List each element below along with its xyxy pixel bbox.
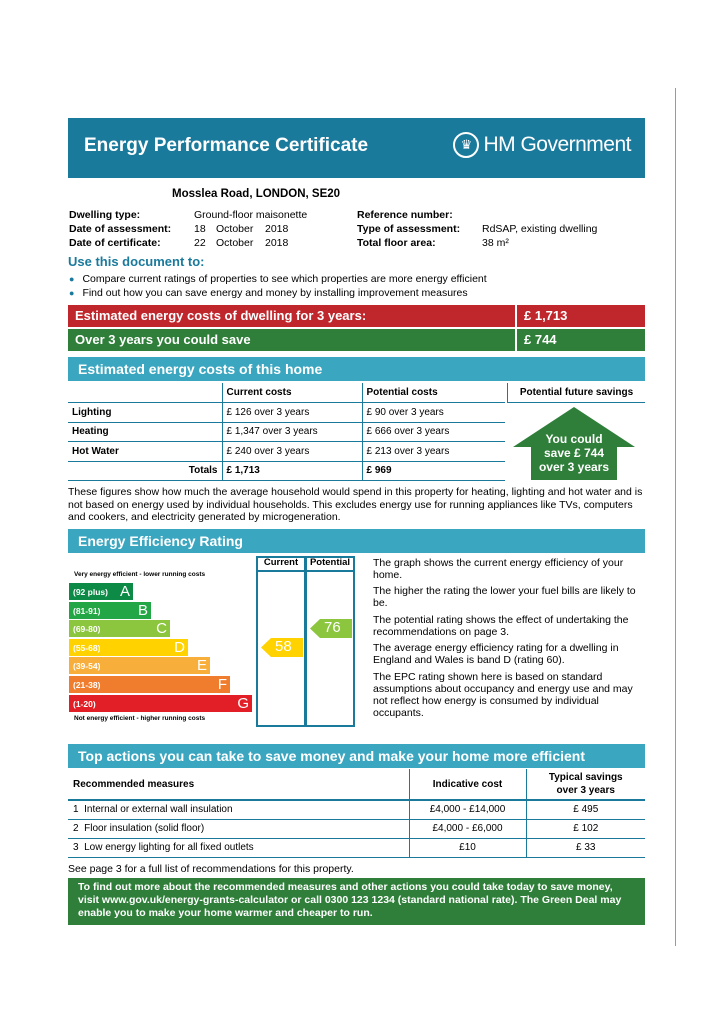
potential-cost-cell: £ 90 over 3 years	[362, 403, 505, 423]
use-bullet-2	[69, 287, 468, 299]
energy-costs-table	[68, 383, 505, 481]
cost-cell: £4,000 - £6,000	[409, 819, 526, 838]
measure-number: 2	[73, 823, 79, 834]
assessment-type-value: RdSAP, existing dwelling	[482, 223, 598, 235]
recommendations-table	[68, 769, 645, 858]
band-range: (81-91)	[73, 605, 101, 616]
government-name: HM Government	[483, 133, 631, 156]
row-label: Heating	[68, 422, 222, 442]
savings-header-line-1: Typical savings	[548, 772, 623, 783]
assessment-type-label: Type of assessment:	[357, 223, 461, 235]
current-column-header: Current	[263, 557, 299, 568]
costs-note: These figures show how much the average household would spend in this property for heating, lighting and hot water and is not based on energy used by individual households. This excludes energy use for running appliances like TVs, computers and cookers, and electricity generated by microgeneration.	[68, 486, 643, 523]
current-cost-cell: £ 1,347 over 3 years	[222, 422, 362, 442]
current-rating-value: 58	[275, 637, 292, 655]
savings-cell: £ 33	[526, 838, 645, 857]
certificate-day: 22	[194, 237, 206, 249]
rating-explanation-1: The graph shows the current energy efficiency of your home.	[373, 557, 624, 581]
measure-name: Internal or external wall insulation	[84, 804, 233, 816]
inefficient-caption: Not energy efficient - higher running costs	[74, 715, 206, 722]
table-header-row	[68, 383, 505, 403]
cost-cell: £10	[409, 838, 526, 857]
band-range: (21-38)	[73, 680, 101, 690]
assessment-date-label: Date of assessment:	[69, 223, 172, 235]
table-row	[68, 442, 505, 462]
bullet-icon: ●	[69, 288, 75, 298]
certificate-year: 2018	[265, 237, 289, 249]
table-row	[68, 838, 645, 857]
table-row	[68, 800, 645, 819]
reference-label: Reference number:	[357, 209, 453, 221]
use-bullet-text: Compare current ratings of properties to see which properties are more energy efficient	[82, 273, 487, 285]
rating-band-e	[69, 657, 210, 674]
current-rating-arrow	[261, 638, 303, 660]
savings-label: Over 3 years you could save	[68, 329, 515, 351]
use-document-heading: Use this document to:	[68, 254, 205, 269]
rating-band-f	[69, 676, 230, 693]
rating-explanation-5: The EPC rating shown here is based on standard assumptions about occupancy and energy use and may not reflect how energy is consumed by individual occupants.	[373, 671, 633, 719]
potential-costs-header: Potential costs	[362, 383, 505, 403]
band-range: (55-68)	[73, 642, 101, 653]
rating-band-a	[69, 583, 133, 600]
rating-explanation-2: The higher the rating the lower your fuel bills are likely to be.	[373, 585, 636, 609]
measure-cell	[68, 838, 409, 857]
savings-value: £ 744	[517, 329, 645, 351]
rating-band-g	[69, 695, 252, 712]
dwelling-type-value: Ground-floor maisonette	[194, 209, 308, 221]
rating-band-c	[69, 620, 170, 637]
arrow-line-2: save £ 744	[543, 446, 605, 460]
savings-cell: £ 495	[526, 800, 645, 819]
table-row	[68, 422, 505, 442]
costs-section-heading: Estimated energy costs of this home	[68, 357, 645, 381]
assessment-month: October	[216, 223, 254, 235]
certificate-month: October	[216, 237, 254, 249]
savings-cell: £ 102	[526, 819, 645, 838]
more-info-box: To find out more about the recommended measures and other actions you could take today to save money, visit www.gov.uk/energy-grants-calculator or call 0300 123 1234 (standard national rate). The Green Deal may enable you to make your home warmer and cheaper to run.	[68, 878, 645, 925]
measure-cell	[68, 819, 409, 838]
estimated-cost-value: £ 1,713	[517, 305, 645, 327]
rating-band-d	[69, 639, 188, 656]
cost-header: Indicative cost	[409, 769, 526, 800]
current-costs-header: Current costs	[222, 383, 362, 403]
table-row	[68, 403, 505, 423]
band-letter: D	[174, 638, 185, 656]
floor-area-value: 38 m²	[482, 237, 509, 249]
savings-header-line-2: over 3 years	[556, 785, 615, 796]
rating-explanation-4: The average energy efficiency rating for a dwelling in England and Wales is band D (rating 60).	[373, 642, 619, 666]
bullet-icon: ●	[69, 274, 75, 284]
estimated-cost-label: Estimated energy costs of dwelling for 3 years:	[68, 305, 515, 327]
total-potential-cost: £ 969	[362, 461, 505, 481]
potential-cost-cell: £ 666 over 3 years	[362, 422, 505, 442]
potential-column-header: Potential	[309, 557, 351, 568]
page-title: Energy Performance Certificate	[84, 135, 369, 156]
measure-name: Floor insulation (solid floor)	[84, 823, 205, 834]
certificate-header	[68, 118, 645, 178]
see-page-note: See page 3 for a full list of recommendations for this property.	[68, 863, 354, 875]
use-bullet-1	[69, 273, 487, 285]
rating-explanation-3: The potential rating shows the effect of undertaking the recommendations on page 3.	[373, 614, 629, 638]
table-header-empty	[68, 383, 222, 403]
potential-rating-column	[305, 556, 355, 727]
measure-number: 1	[73, 804, 79, 816]
property-address: Mosslea Road, LONDON, SE20	[172, 188, 341, 200]
band-letter: F	[217, 676, 227, 693]
band-letter: C	[156, 620, 167, 638]
measure-name: Low energy lighting for all fixed outlets	[84, 842, 254, 853]
assessment-year: 2018	[265, 223, 289, 235]
royal-crest-icon: ♛	[453, 132, 479, 158]
potential-rating-arrow	[310, 619, 352, 641]
row-label: Hot Water	[68, 442, 222, 462]
band-letter: A	[119, 583, 130, 600]
band-range: (92 plus)	[73, 587, 108, 597]
totals-row	[68, 461, 505, 481]
totals-label: Totals	[68, 461, 222, 481]
column-header-divider	[256, 570, 355, 572]
actions-section-heading: Top actions you can take to save money and make your home more efficient	[68, 744, 645, 768]
current-cost-cell: £ 240 over 3 years	[222, 442, 362, 462]
potential-cost-cell: £ 213 over 3 years	[362, 442, 505, 462]
table-header-row	[68, 769, 645, 800]
band-range: (69-80)	[73, 624, 101, 635]
band-range: (1-20)	[73, 698, 96, 709]
dwelling-type-label: Dwelling type:	[69, 209, 141, 221]
certificate-date-label: Date of certificate:	[69, 237, 161, 249]
floor-area-label: Total floor area:	[357, 237, 436, 249]
arrow-line-3: over 3 years	[538, 460, 610, 474]
measures-header: Recommended measures	[68, 769, 409, 800]
measure-number: 3	[73, 842, 79, 853]
arrow-line-1: You could	[545, 432, 603, 446]
savings-arrow-text	[513, 432, 635, 474]
row-label: Lighting	[68, 403, 222, 423]
cost-cell: £4,000 - £14,000	[409, 800, 526, 819]
efficient-caption: Very energy efficient - lower running costs	[74, 571, 206, 578]
band-letter: E	[196, 657, 207, 675]
use-bullet-text: Find out how you can save energy and money by installing improvement measures	[82, 287, 468, 299]
total-current-cost: £ 1,713	[222, 461, 362, 481]
rating-section-heading: Energy Efficiency Rating	[68, 529, 645, 553]
current-cost-cell: £ 126 over 3 years	[222, 403, 362, 423]
savings-header	[526, 769, 645, 800]
band-letter: G	[237, 694, 249, 712]
hm-government-logo	[453, 132, 631, 158]
potential-savings-header: Potential future savings	[507, 383, 645, 403]
rating-band-b	[69, 602, 151, 619]
assessment-day: 18	[194, 223, 206, 235]
table-row	[68, 819, 645, 838]
band-letter: B	[137, 601, 148, 619]
page-edge-line	[675, 88, 676, 946]
potential-rating-value: 76	[324, 619, 341, 637]
measure-cell	[68, 800, 409, 819]
band-range: (39-54)	[73, 661, 101, 672]
